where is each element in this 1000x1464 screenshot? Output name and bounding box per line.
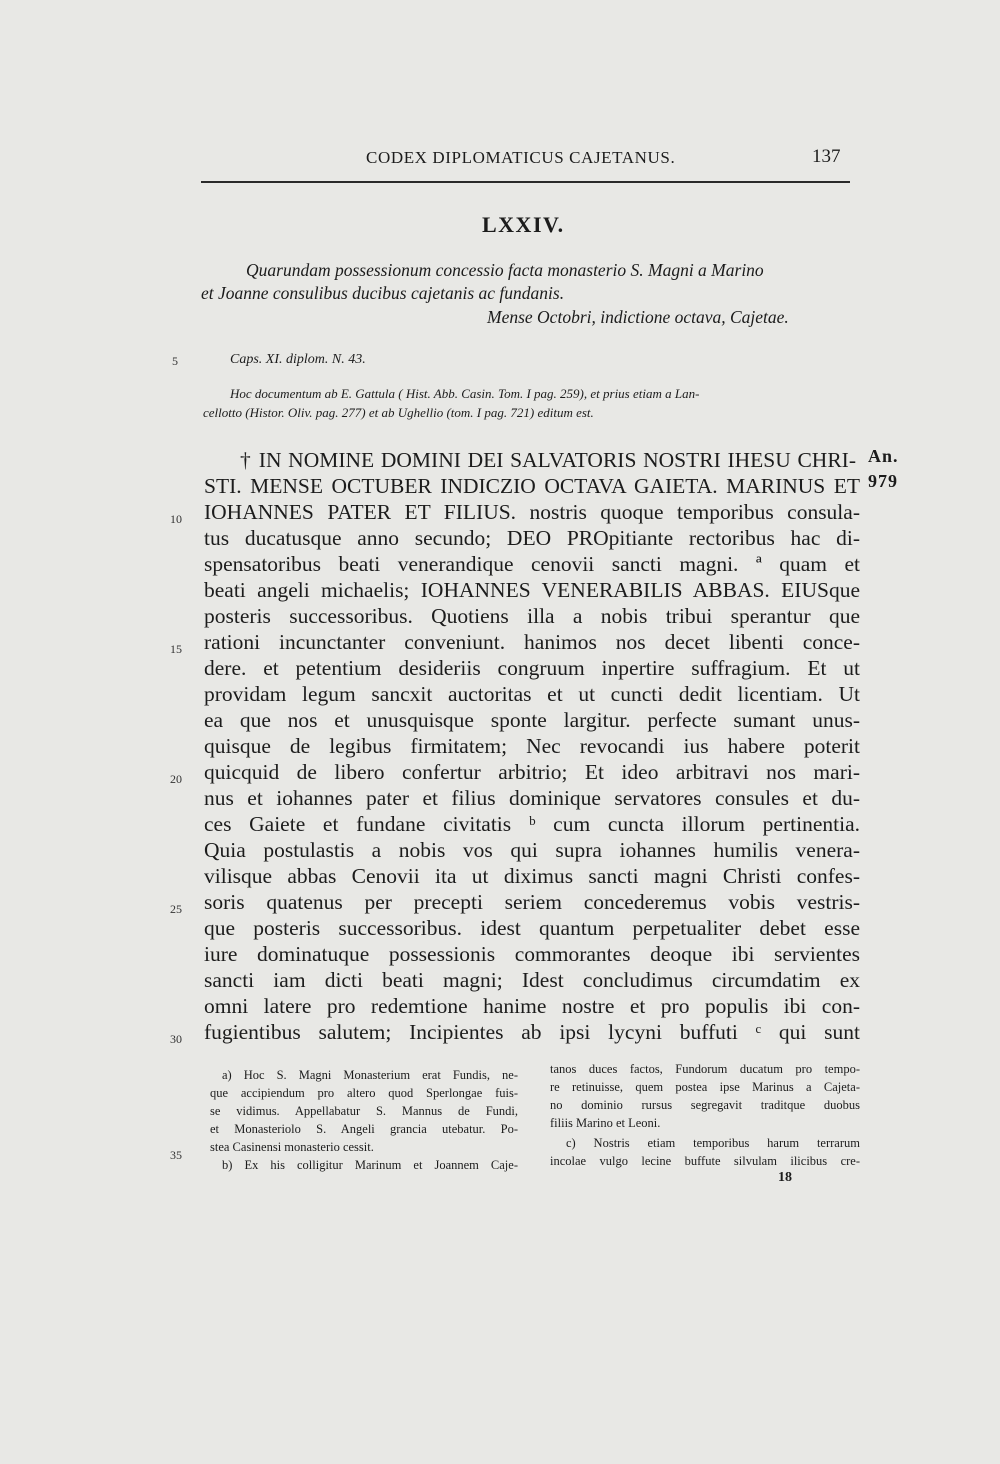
- document-text-line: beati angeli michaelis; IOHANNES VENERABILIS ABBAS. EIUSque: [204, 578, 860, 602]
- document-text-line: † IN NOMINE DOMINI DEI SALVATORIS NOSTRI IHESU CHRI-: [240, 448, 856, 472]
- footnote-line: no dominio rursus segregavit traditque duobus: [550, 1098, 860, 1112]
- document-text-line: STI. MENSE OCTUBER INDICZIO OCTAVA GAIETA. MARINUS ET: [204, 474, 860, 498]
- footnote-line: b) Ex his colligitur Marinum et Joannem Caje-: [222, 1158, 518, 1172]
- margin-year-label: An.: [868, 446, 899, 466]
- document-text-line: nus et iohannes pater et filius dominique servatores consules et du-: [204, 786, 860, 810]
- footnote-line: que accipiendum pro altero quod Sperlongae fuis-: [210, 1086, 518, 1100]
- document-text-line: fugientibus salutem; Incipientes ab ipsi lycyni buffuti ᶜ qui sunt: [204, 1020, 860, 1044]
- document-text-line: quisque de legibus firmitatem; Nec revocandi ius habere poterit: [204, 734, 860, 758]
- document-number: LXXIV.: [482, 212, 565, 237]
- source-note-line: cellotto (Histor. Oliv. pag. 277) et ab Ughellio (tom. I pag. 721) editum est.: [203, 405, 594, 420]
- document-text-line: que posteris successoribus. idest quantum perpetualiter debet esse: [204, 916, 860, 940]
- line-number: 35: [170, 1148, 182, 1162]
- footnote-line: filiis Marino et Leoni.: [550, 1116, 661, 1130]
- document-text-line: omni latere pro redemtione hanime nostre et pro populis ibi con-: [204, 994, 860, 1018]
- document-text-line: iure dominatuque possessionis commorantes deoque ibi servientes: [204, 942, 860, 966]
- summary-line: et Joanne consulibus ducibus cajetanis ac fundanis.: [201, 283, 565, 303]
- line-number: 15: [170, 642, 182, 656]
- document-text-line: vilisque abbas Cenovii ita ut diximus sancti magni Christi confes-: [204, 864, 860, 888]
- document-text-line: providam legum sancxit auctoritas et ut cuncti dedit licentiam. Ut: [204, 682, 860, 706]
- footnote-line: stea Casinensi monasterio cessit.: [210, 1140, 374, 1154]
- document-text-line: dere. et petentium desideriis congruum inpertire suffragium. Et ut: [204, 656, 860, 680]
- footnote-line: tanos duces factos, Fundorum ducatum pro tempo-: [550, 1062, 860, 1076]
- document-text-line: ea que nos et unusquisque sponte largitur. perfecte sumant unus-: [204, 708, 860, 732]
- footnote-line: incolae vulgo lecine buffute silvulam ilicibus cre-: [550, 1154, 860, 1168]
- document-text-line: sancti iam dicti beati magni; Idest concludimus circumdatim ex: [204, 968, 860, 992]
- document-text-line: posteris successoribus. Quotiens illa a nobis tribui sperantur que: [204, 604, 860, 628]
- signature-mark: 18: [778, 1170, 792, 1185]
- line-number: 25: [170, 902, 182, 916]
- document-text-line: quicquid de libero confertur arbitrio; Et ideo arbitravi nos mari-: [204, 760, 860, 784]
- line-number: 5: [172, 354, 178, 368]
- footnote-line: c) Nostris etiam temporibus harum terrarum: [566, 1136, 860, 1150]
- summary-line: Quarundam possessionum concessio facta monasterio S. Magni a Marino: [246, 260, 764, 280]
- source-note-line: Hoc documentum ab E. Gattula ( Hist. Abb. Casin. Tom. I pag. 259), et prius etiam a Lan-: [230, 386, 700, 401]
- line-number: 20: [170, 772, 182, 786]
- page-number: 137: [812, 146, 841, 167]
- document-text-line: ces Gaiete et fundane civitatis ᵇ cum cuncta illorum pertinentia.: [204, 812, 860, 836]
- margin-year-value: 979: [868, 471, 898, 491]
- line-number: 10: [170, 512, 182, 526]
- document-text-line: soris quatenus per precepti seriem concederemus vobis vestris-: [204, 890, 860, 914]
- footnote-line: a) Hoc S. Magni Monasterium erat Fundis, ne-: [222, 1068, 518, 1082]
- footnote-line: re retinuisse, quem postea ipse Marinus a Cajeta-: [550, 1080, 860, 1094]
- footnote-line: et Monasteriolo S. Angeli grancia utebatur. Po-: [210, 1122, 518, 1136]
- document-text-line: Quia postulastis a nobis vos qui supra iohannes humilis venera-: [204, 838, 860, 862]
- document-text-line: spensatoribus beati venerandique cenovii sancti magni. ª quam et: [204, 552, 860, 576]
- running-title: CODEX DIPLOMATICUS CAJETANUS.: [366, 148, 676, 167]
- document-text-line: rationi incunctanter conveniunt. hanimos nos decet libenti conce-: [204, 630, 860, 654]
- document-text-line: IOHANNES PATER ET FILIUS. nostris quoque temporibus consula-: [204, 500, 860, 524]
- header-rule: [201, 181, 850, 183]
- date-line: Mense Octobri, indictione octava, Cajetae.: [487, 307, 789, 327]
- archive-reference: Caps. XI. diplom. N. 43.: [230, 352, 366, 367]
- footnote-line: se vidimus. Appellabatur S. Mannus de Fundi,: [210, 1104, 518, 1118]
- line-number: 30: [170, 1032, 182, 1046]
- document-text-line: tus ducatusque anno secundo; DEO PROpitiante rectoribus hac di-: [204, 526, 860, 550]
